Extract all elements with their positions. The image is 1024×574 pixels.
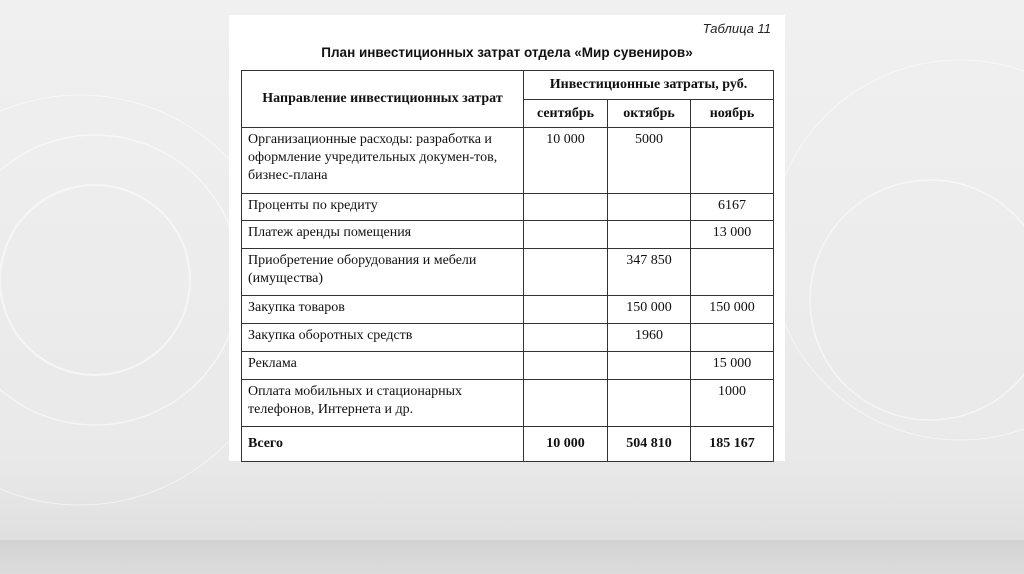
cell-september xyxy=(524,249,608,296)
table-row xyxy=(242,194,774,221)
header-direction: Направление инвестиционных затрат xyxy=(242,71,524,128)
cell-october: 1960 xyxy=(608,324,691,352)
cell-november: 15 000 xyxy=(691,352,774,380)
cell-september xyxy=(524,380,608,427)
cell-september xyxy=(524,296,608,324)
row-name: Реклама xyxy=(242,352,524,380)
row-name: Проценты по кредиту xyxy=(242,194,524,221)
cell-october: 150 000 xyxy=(608,296,691,324)
row-name: Организационные расходы: разработка и оформление учредительных докумен-тов, бизнес-плана xyxy=(242,128,524,194)
row-name: Приобретение оборудования и мебели (имущества) xyxy=(242,249,524,296)
cell-september xyxy=(524,352,608,380)
cell-september xyxy=(524,194,608,221)
total-label: Всего xyxy=(242,427,524,462)
cell-november: 1000 xyxy=(691,380,774,427)
investment-table xyxy=(241,70,774,462)
cell-november xyxy=(691,128,774,194)
cell-november xyxy=(691,324,774,352)
header-month: ноябрь xyxy=(691,100,774,128)
table-row xyxy=(242,352,774,380)
table-sheet xyxy=(229,15,785,461)
header-month: сентябрь xyxy=(524,100,608,128)
cell-october xyxy=(608,221,691,249)
header-costs: Инвестиционные затраты, руб. xyxy=(524,71,774,100)
cell-october: 5000 xyxy=(608,128,691,194)
cell-november: 150 000 xyxy=(691,296,774,324)
table-title: План инвестиционных затрат отдела «Мир сувениров» xyxy=(321,45,693,60)
cell-november: 6167 xyxy=(691,194,774,221)
cell-september: 10 000 xyxy=(524,128,608,194)
cell-october xyxy=(608,352,691,380)
row-name: Закупка товаров xyxy=(242,296,524,324)
header-month: октябрь xyxy=(608,100,691,128)
cell-november: 13 000 xyxy=(691,221,774,249)
cell-october xyxy=(608,194,691,221)
row-name: Закупка оборотных средств xyxy=(242,324,524,352)
total-row xyxy=(242,427,774,462)
total-november: 185 167 xyxy=(691,427,774,462)
cell-september xyxy=(524,324,608,352)
table-row xyxy=(242,380,774,427)
cell-october: 347 850 xyxy=(608,249,691,296)
table-row xyxy=(242,324,774,352)
total-september: 10 000 xyxy=(524,427,608,462)
row-name: Оплата мобильных и стационарных телефонов, Интернета и др. xyxy=(242,380,524,427)
table-number: Таблица 11 xyxy=(702,21,771,36)
cell-october xyxy=(608,380,691,427)
table-row xyxy=(242,221,774,249)
bottom-band xyxy=(0,540,1024,574)
table-row xyxy=(242,128,774,194)
total-october: 504 810 xyxy=(608,427,691,462)
table-row xyxy=(242,296,774,324)
cell-september xyxy=(524,221,608,249)
table-row xyxy=(242,249,774,296)
cell-november xyxy=(691,249,774,296)
row-name: Платеж аренды помещения xyxy=(242,221,524,249)
